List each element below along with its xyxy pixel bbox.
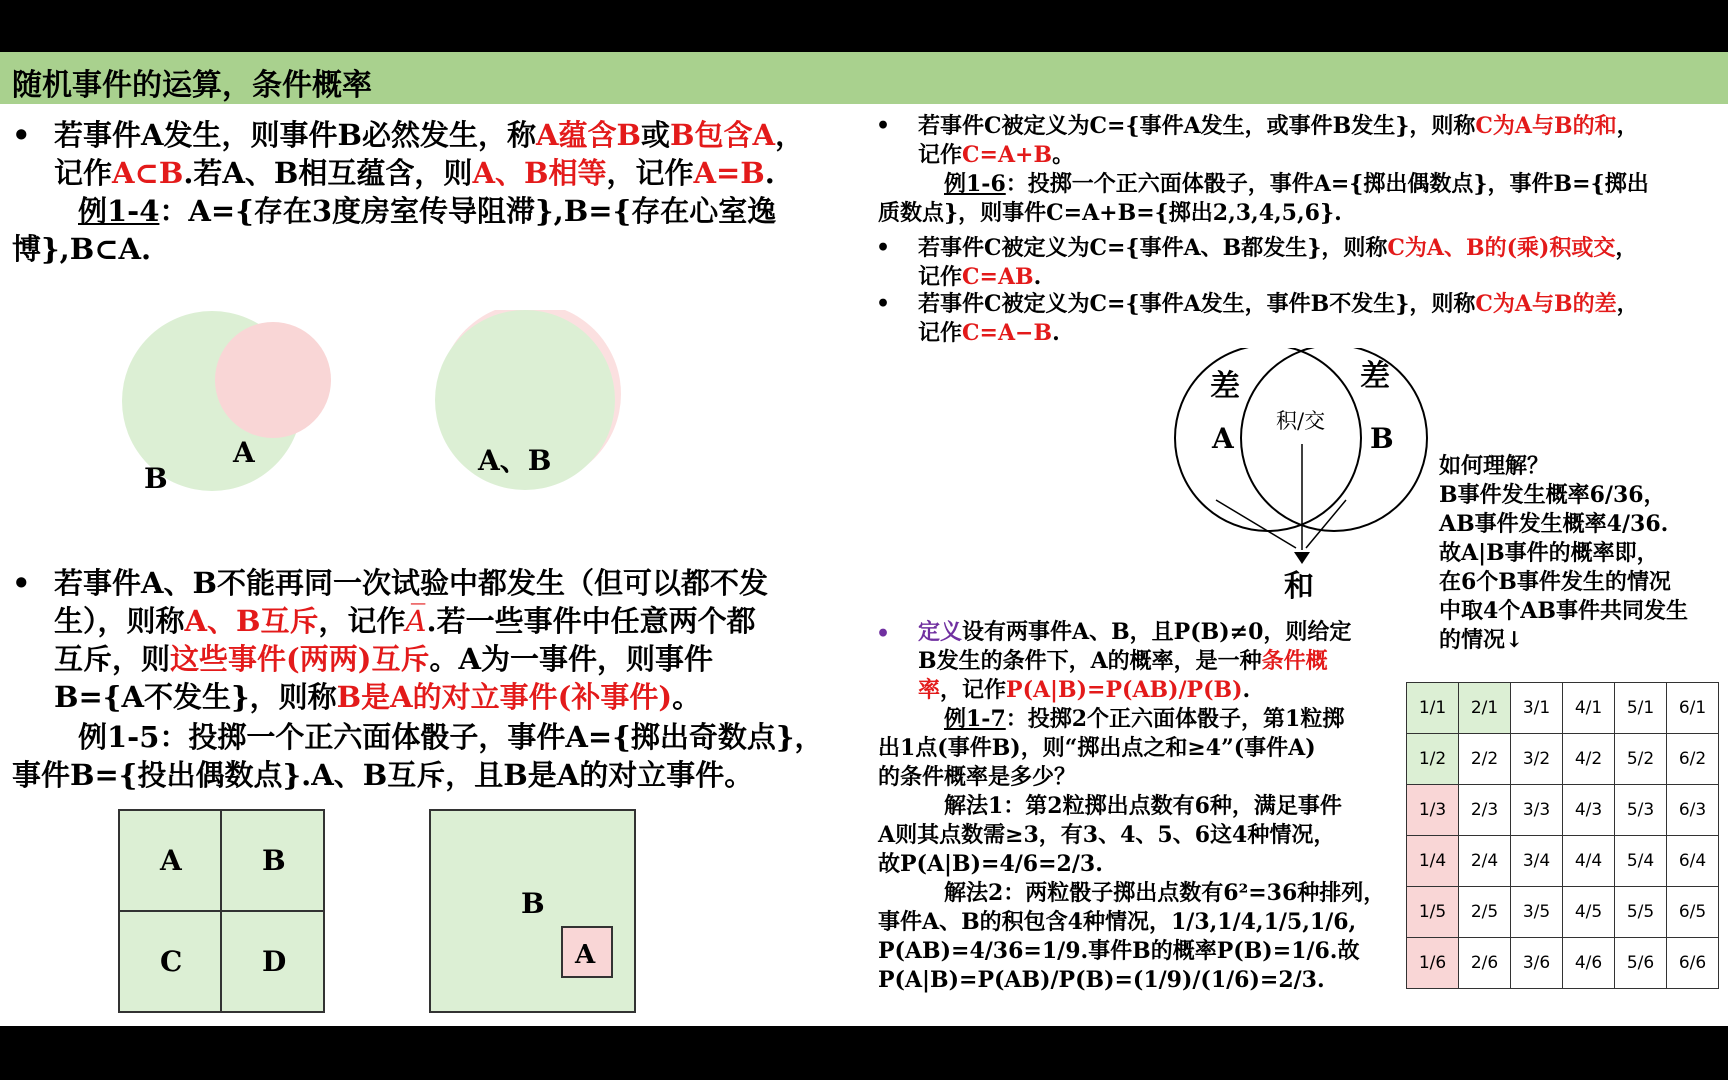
venn-label-a: A xyxy=(1212,422,1234,455)
grid-cell: 5/5 xyxy=(1615,887,1667,938)
sum-definition: 若事件C被定义为C={事件A发生，或事件B发生}，则称C为A与B的和， 记作C=A+B。 xyxy=(918,113,1639,168)
grid-cell: 5/2 xyxy=(1615,734,1667,785)
grid-cell: 1/3 xyxy=(1407,785,1459,836)
grid-cell: 3/4 xyxy=(1511,836,1563,887)
bullet-dot-icon: • xyxy=(12,118,31,152)
grid-cell: 2/5 xyxy=(1459,887,1511,938)
grid-cell: 6/1 xyxy=(1667,683,1719,734)
grid-cell: 4/5 xyxy=(1563,887,1615,938)
venn-intersection: 积/交 xyxy=(1276,409,1326,433)
bullet-dot-icon: • xyxy=(876,291,891,317)
product-definition: 若事件C被定义为C={事件A、B都发生}，则称C为A、B的(乘)积或交， 记作C=AB. xyxy=(918,235,1638,290)
grid-cell: 5/3 xyxy=(1615,785,1667,836)
grid-cell: 4/2 xyxy=(1563,734,1615,785)
grid-cell: 2/6 xyxy=(1459,938,1511,989)
venn-diff-left: 差 xyxy=(1210,369,1240,404)
arrow-right xyxy=(1306,500,1346,548)
grid-cell: 6/4 xyxy=(1667,836,1719,887)
grid-cell: 1/5 xyxy=(1407,887,1459,938)
understanding-note: 如何理解？ B事件发生概率6/36， AB事件发生概率4/36. 故A|B事件的概率即， 在6个B事件发生的情况 中取4个AB事件共同发生 的情况↓ xyxy=(1439,453,1688,653)
grid-cell: 1/2 xyxy=(1407,734,1459,785)
venn-label-b: B xyxy=(1370,422,1394,455)
grid-row xyxy=(1407,683,1719,734)
dice-outcome-grid xyxy=(1406,682,1719,989)
grid-cell: 5/4 xyxy=(1615,836,1667,887)
grid-cell: 2/4 xyxy=(1459,836,1511,887)
venn-sum-label: 和 xyxy=(1284,569,1314,604)
mutually-exclusive-definition: 若事件A、B不能再同一次试验中都发生（但可以都不发 生），则称A、B互斥，记作A̅.若一些事件中任意两个都 互斥，则这些事件(两两)互斥。A为一事件，则事件 B={A不发生}，则称B是A的对立事件(补事件)。 xyxy=(54,566,769,714)
venn-diff-right: 差 xyxy=(1360,359,1390,394)
bullet-dot-icon: • xyxy=(876,113,891,139)
grid-cell: 3/5 xyxy=(1511,887,1563,938)
venn-operations xyxy=(1160,348,1450,640)
grid-cell: 3/3 xyxy=(1511,785,1563,836)
example-1-5: 例1-5：投掷一个正六面体骰子，事件A={掷出奇数点}， 事件B={投出偶数点}.A、B互斥，且B是A的对立事件。 xyxy=(12,720,824,792)
venn-subset-equal xyxy=(100,310,640,550)
grid-cell: 1/4 xyxy=(1407,836,1459,887)
title-bar xyxy=(0,52,1728,104)
box1-a: A xyxy=(160,844,182,877)
conditional-probability-definition: 定义设有两事件A、B，且P(B)≠0，则给定 B发生的条件下，A的概率，是一种条件概 率，记作P(A|B)=P(AB)/P(B). xyxy=(918,619,1352,703)
bullet-dot-icon: • xyxy=(876,235,891,261)
grid-cell: 4/1 xyxy=(1563,683,1615,734)
example-1-6: 例1-6：投掷一个正六面体骰子，事件A={掷出偶数点}，事件B={掷出 质数点}，则事件C=A+B={掷出2,3,4,5,6}. xyxy=(878,171,1649,226)
venn1-label-b: B xyxy=(144,462,168,495)
grid-cell: 1/1 xyxy=(1407,683,1459,734)
grid-cell: 4/4 xyxy=(1563,836,1615,887)
grid-cell: 3/2 xyxy=(1511,734,1563,785)
grid-cell: 3/6 xyxy=(1511,938,1563,989)
bullet-dot-icon: • xyxy=(12,566,31,600)
grid-row xyxy=(1407,836,1719,887)
grid-cell: 6/6 xyxy=(1667,938,1719,989)
subset-definition: 若事件A发生，则事件B必然发生，称A蕴含B或B包含A， 记作A⊂B.若A、B相互蕴含，则A、B相等，记作A=B. xyxy=(54,118,805,190)
grid-cell: 4/6 xyxy=(1563,938,1615,989)
box2-b: B xyxy=(521,887,545,920)
arrow-left xyxy=(1216,500,1296,548)
bullet-dot-icon: • xyxy=(876,621,891,647)
grid-row xyxy=(1407,887,1719,938)
difference-definition: 若事件C被定义为C={事件A发生，事件B不发生}，则称C为A与B的差， 记作C=A−B. xyxy=(918,291,1639,346)
arrow-head-icon xyxy=(1294,552,1310,564)
grid-cell: 6/5 xyxy=(1667,887,1719,938)
grid-row xyxy=(1407,785,1719,836)
example-1-4: 例1-4：A={存在3度房室传导阻滞},B={存在心室逸 博},B⊂A. xyxy=(12,194,777,266)
example-1-7: 例1-7：投掷2个正六面体骰子，第1粒掷 出1点(事件B)，则“掷出点之和≥4”(事件A) 的条件概率是多少？ 解法1：第2粒掷出点数有6种，满足事件 A则其点数需≥3，有3、4、5、6这4种情况， 故P(A|B)=4/6=2/3. 解法2：两粒骰子掷出点数有6²=36种排列， 事件A、B的积包含4种情况，1/3,1/4,1/5,1/6, P(AB)=4/36=1/9.事件B的概率P(B)=1/6.故 P(A|B)=P(AB)/P(B)=(1/9)/(1/6)=2/3. xyxy=(878,706,1386,993)
grid-cell: 5/6 xyxy=(1615,938,1667,989)
box1-c: C xyxy=(160,945,183,978)
venn2-label: A、B xyxy=(478,444,552,477)
grid-cell: 1/6 xyxy=(1407,938,1459,989)
box1-d: D xyxy=(262,945,287,978)
grid-row xyxy=(1407,734,1719,785)
slide xyxy=(0,52,1728,1026)
grid-cell: 2/3 xyxy=(1459,785,1511,836)
grid-cell: 5/1 xyxy=(1615,683,1667,734)
grid-cell: 6/3 xyxy=(1667,785,1719,836)
grid-cell: 2/1 xyxy=(1459,683,1511,734)
slide-title: 随机事件的运算，条件概率 xyxy=(12,68,372,103)
partition-diagrams xyxy=(118,809,638,1015)
venn1-circle-a xyxy=(215,322,331,438)
grid-cell: 4/3 xyxy=(1563,785,1615,836)
box1-b: B xyxy=(262,844,286,877)
grid-cell: 6/2 xyxy=(1667,734,1719,785)
venn1-label-a: A xyxy=(233,436,255,469)
box2-a: A xyxy=(575,940,596,970)
grid-row xyxy=(1407,938,1719,989)
grid-cell: 2/2 xyxy=(1459,734,1511,785)
grid-cell: 3/1 xyxy=(1511,683,1563,734)
